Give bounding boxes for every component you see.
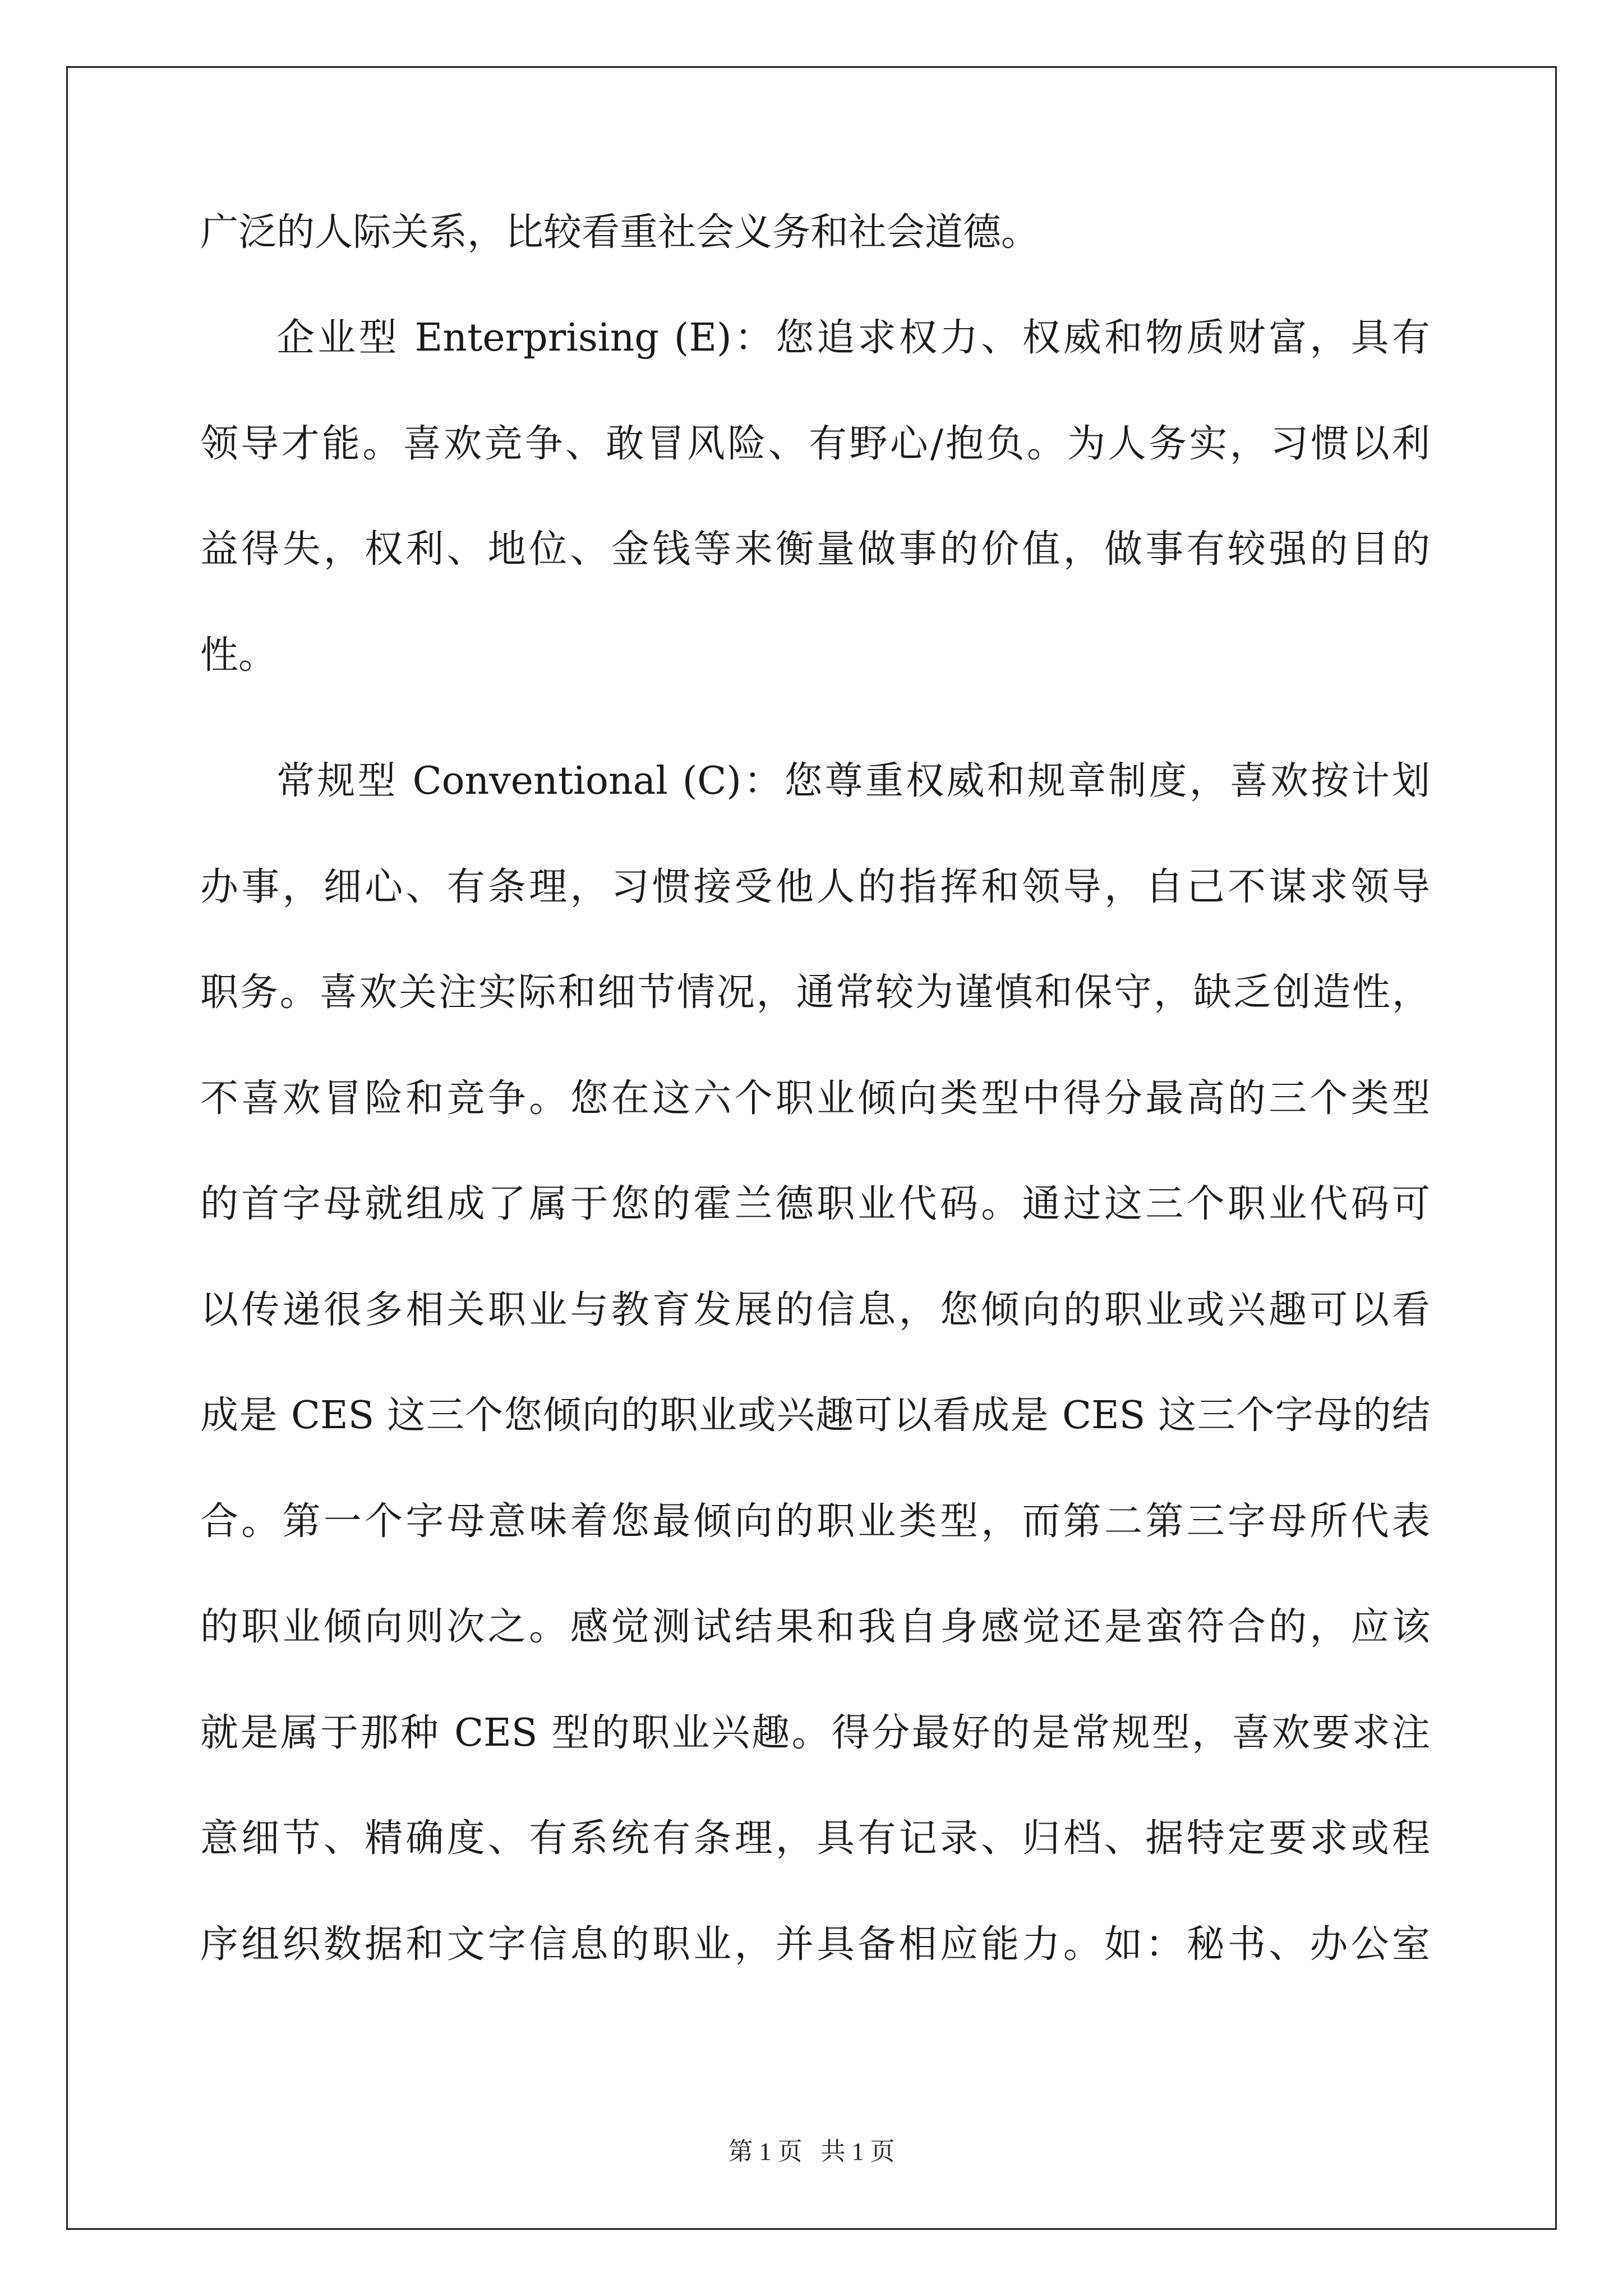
text-line: 常规型 Conventional (C)：您尊重权威和规章制度，喜欢按计划	[276, 759, 1430, 803]
text-line: 职务。喜欢关注实际和细节情况，通常较为谨慎和保守，缺乏创造性，	[200, 970, 1430, 1015]
text-line: 合。第一个字母意味着您最倾向的职业类型，而第二第三字母所代表	[200, 1499, 1430, 1544]
text-line: 的职业倾向则次之。感觉测试结果和我自身感觉还是蛮符合的，应该	[200, 1605, 1430, 1649]
page-border	[66, 66, 1557, 2230]
text-line: 序组织数据和文字信息的职业，并具备相应能力。如：秘书、办公室	[200, 1922, 1430, 1967]
text-line: 益得失，权利、地位、金钱等来衡量做事的价值，做事有较强的目的	[200, 527, 1430, 572]
text-line: 企业型 Enterprising (E)：您追求权力、权威和物质财富，具有	[276, 316, 1430, 360]
text-line: 意细节、精确度、有系统有条理，具有记录、归档、据特定要求或程	[200, 1816, 1430, 1861]
text-line: 就是属于那种 CES 型的职业兴趣。得分最好的是常规型，喜欢要求注	[200, 1711, 1430, 1755]
text-line: 性。	[200, 633, 277, 678]
page-number-label: 第 1 页 共 1 页	[728, 2138, 895, 2165]
text-line: 成是 CES 这三个您倾向的职业或兴趣可以看成是 CES 这三个字母的结	[200, 1393, 1430, 1438]
page-footer	[0, 2135, 1623, 2169]
text-line: 不喜欢冒险和竞争。您在这六个职业倾向类型中得分最高的三个类型	[200, 1076, 1430, 1121]
text-line: 广泛的人际关系，比较看重社会义务和社会道德。	[200, 210, 1040, 255]
text-line: 办事，细心、有条理，习惯接受他人的指挥和领导，自己不谋求领导	[200, 865, 1430, 909]
text-line: 的首字母就组成了属于您的霍兰德职业代码。通过这三个职业代码可	[200, 1182, 1430, 1226]
text-line: 领导才能。喜欢竞争、敢冒风险、有野心/抱负。为人务实，习惯以利	[200, 422, 1430, 466]
text-line: 以传递很多相关职业与教育发展的信息，您倾向的职业或兴趣可以看	[200, 1288, 1430, 1332]
